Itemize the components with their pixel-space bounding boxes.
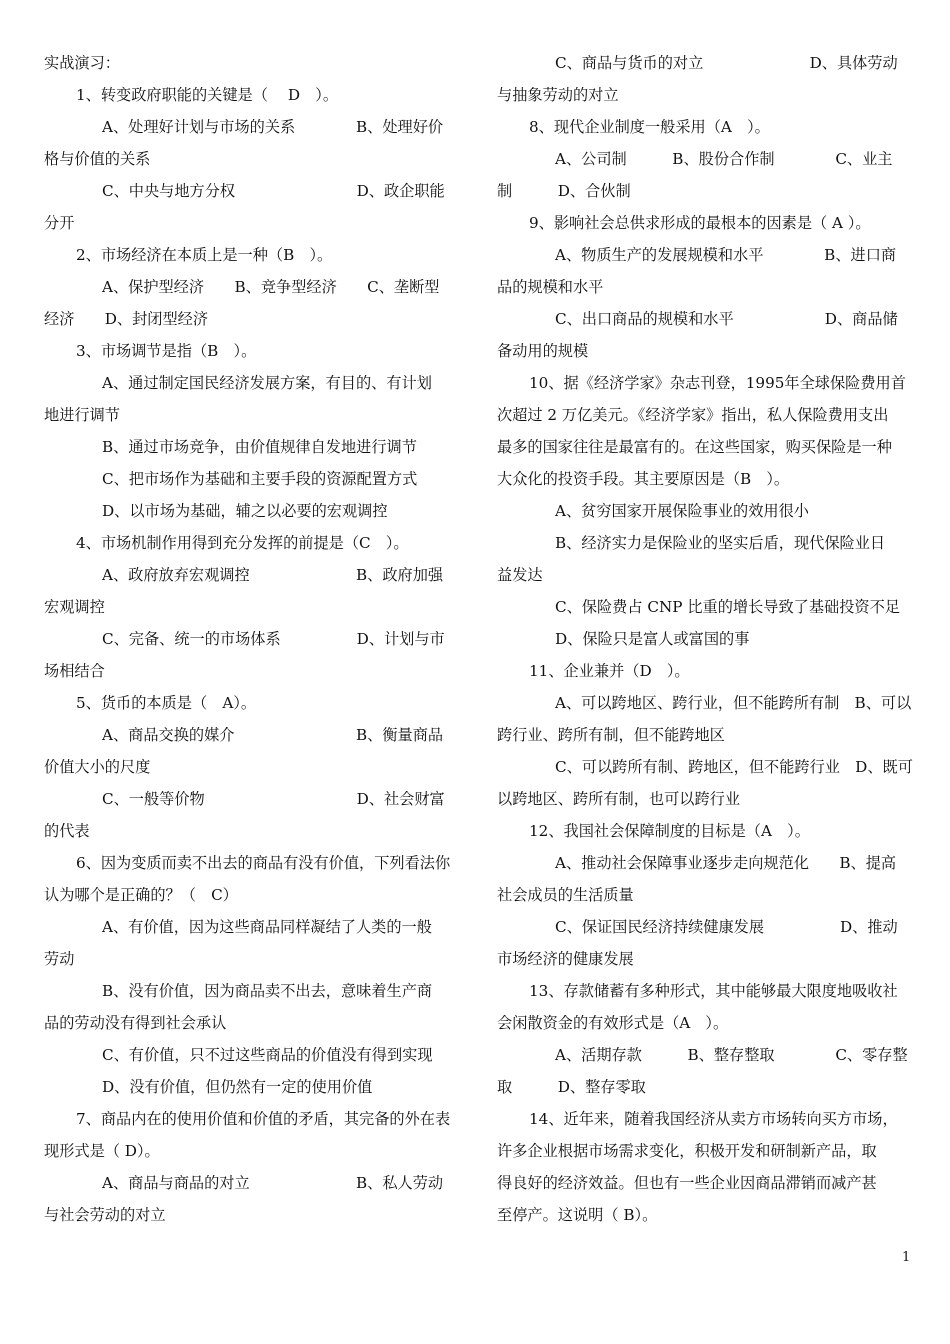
text-line: B、通过市场竞争，由价值规律自发地进行调节	[102, 438, 417, 456]
text-line: 次超过 2 万亿美元。《经济学家》指出，私人保险费用支出	[497, 406, 889, 424]
text-line: 至停产。这说明（ B）。	[497, 1206, 658, 1224]
text-line: D、以市场为基础，辅之以必要的宏观调控	[102, 502, 388, 520]
text-line: A、商品与商品的对立 B、私人劳动	[102, 1174, 444, 1192]
text-line: 劳动	[44, 950, 75, 968]
text-line: A、推动社会保障事业逐步走向规范化 B、提高	[555, 854, 897, 872]
text-line: C、出口商品的规模和水平 D、商品储	[555, 310, 898, 328]
text-line: 8、现代企业制度一般采用（A ）。	[529, 118, 770, 136]
text-line: A、处理好计划与市场的关系 B、处理好价	[102, 118, 444, 136]
left-column	[44, 47, 484, 1231]
text-line: 价值大小的尺度	[44, 758, 151, 776]
text-line: 3、市场调节是指（B ）。	[76, 342, 257, 360]
text-line: D、保险只是富人或富国的事	[555, 630, 750, 648]
text-line: 会闲散资金的有效形式是（A ）。	[497, 1014, 729, 1032]
text-line: B、经济实力是保险业的坚实后盾，现代保险业日	[555, 534, 886, 552]
text-line: 最多的国家往往是最富有的。在这些国家，购买保险是一种	[497, 438, 892, 456]
text-line: 实战演习：	[44, 54, 120, 72]
text-line: 益发达	[497, 566, 543, 584]
text-line: 大众化的投资手段。其主要原因是（B ）。	[497, 470, 790, 488]
text-line: B、没有价值，因为商品卖不出去，意味着生产商	[102, 982, 433, 1000]
text-line: C、保证国民经济持续健康发展 D、推动	[555, 918, 898, 936]
text-line: C、完备、统一的市场体系 D、计划与市	[102, 630, 445, 648]
text-line: C、有价值，只不过这些商品的价值没有得到实现	[102, 1046, 433, 1064]
text-line: A、物质生产的发展规模和水平 B、进口商	[555, 246, 897, 264]
text-line: 以跨地区、跨所有制，也可以跨行业	[497, 790, 740, 808]
text-line: 7、商品内在的使用价值和价值的矛盾，其完备的外在表	[76, 1110, 451, 1128]
text-line: 分开	[44, 214, 75, 232]
text-line: 社会成员的生活质量	[497, 886, 634, 904]
text-line: D、没有价值，但仍然有一定的使用价值	[102, 1078, 373, 1096]
text-line: 地进行调节	[44, 406, 120, 424]
text-line: C、把市场作为基础和主要手段的资源配置方式	[102, 470, 418, 488]
text-line: C、中央与地方分权 D、政企职能	[102, 182, 445, 200]
text-line: 13、存款储蓄有多种形式，其中能够最大限度地吸收社	[529, 982, 898, 1000]
text-line: 经济 D、封闭型经济	[44, 310, 209, 328]
text-line: 跨行业、跨所有制，但不能跨地区	[497, 726, 725, 744]
text-line: A、活期存款 B、整存整取 C、零存整	[555, 1046, 908, 1064]
text-line: A、公司制 B、股份合作制 C、业主	[555, 150, 893, 168]
text-line: 9、影响社会总供求形成的最根本的因素是（ A ）。	[529, 214, 871, 232]
text-line: A、通过制定国民经济发展方案，有目的、有计划	[102, 374, 432, 392]
text-line: 备动用的规模	[497, 342, 589, 360]
text-line: 宏观调控	[44, 598, 105, 616]
right-column	[497, 47, 937, 1231]
text-line: 品的规模和水平	[497, 278, 604, 296]
text-line: 与社会劳动的对立	[44, 1206, 166, 1224]
text-line: 14、近年来，随着我国经济从卖方市场转向买方市场，	[529, 1110, 898, 1128]
text-line: 场相结合	[44, 662, 105, 680]
text-line: 与抽象劳动的对立	[497, 86, 619, 104]
text-line: C、保险费占 CNP 比重的增长导致了基础投资不足	[555, 598, 900, 616]
text-line: C、商品与货币的对立 D、具体劳动	[555, 54, 898, 72]
page-number: 1	[902, 1250, 911, 1265]
text-line: C、可以跨所有制、跨地区，但不能跨行业 D、既可	[555, 758, 913, 776]
text-line: 4、市场机制作用得到充分发挥的前提是（C ）。	[76, 534, 409, 552]
text-line: 制 D、合伙制	[497, 182, 631, 200]
text-line: 取 D、整存零取	[497, 1078, 646, 1096]
text-line: 10、据《经济学家》杂志刊登，1995年全球保险费用首	[529, 374, 906, 392]
text-line: A、保护型经济 B、竞争型经济 C、垄断型	[102, 278, 440, 296]
text-line: 1、转变政府职能的关键是（ D ）。	[76, 86, 339, 104]
text-line: 品的劳动没有得到社会承认	[44, 1014, 227, 1032]
text-line: C、一般等价物 D、社会财富	[102, 790, 445, 808]
text-line: 6、因为变质而卖不出去的商品有没有价值，下列看法你	[76, 854, 451, 872]
text-line: A、商品交换的媒介 B、衡量商品	[102, 726, 444, 744]
text-line: 格与价值的关系	[44, 150, 151, 168]
text-line: 现形式是（ D）。	[44, 1142, 160, 1160]
text-line: 11、企业兼并（D ）。	[529, 662, 690, 680]
text-line: 市场经济的健康发展	[497, 950, 634, 968]
text-line: 5、货币的本质是（ A）。	[76, 694, 257, 712]
text-line: 的代表	[44, 822, 90, 840]
text-line: 认为哪个是正确的？（ C）	[44, 886, 238, 904]
text-line: A、政府放弃宏观调控 B、政府加强	[102, 566, 444, 584]
text-line: A、有价值，因为这些商品同样凝结了人类的一般	[102, 918, 432, 936]
text-line: 12、我国社会保障制度的目标是（A ）。	[529, 822, 810, 840]
text-line: 2、市场经济在本质上是一种（B ）。	[76, 246, 333, 264]
text-line: 许多企业根据市场需求变化，积极开发和研制新产品，取	[497, 1142, 877, 1160]
text-line: A、可以跨地区、跨行业，但不能跨所有制 B、可以	[555, 694, 912, 712]
text-line: 得良好的经济效益。但也有一些企业因商品滞销而减产甚	[497, 1174, 877, 1192]
text-line: A、贫穷国家开展保险事业的效用很小	[555, 502, 809, 520]
